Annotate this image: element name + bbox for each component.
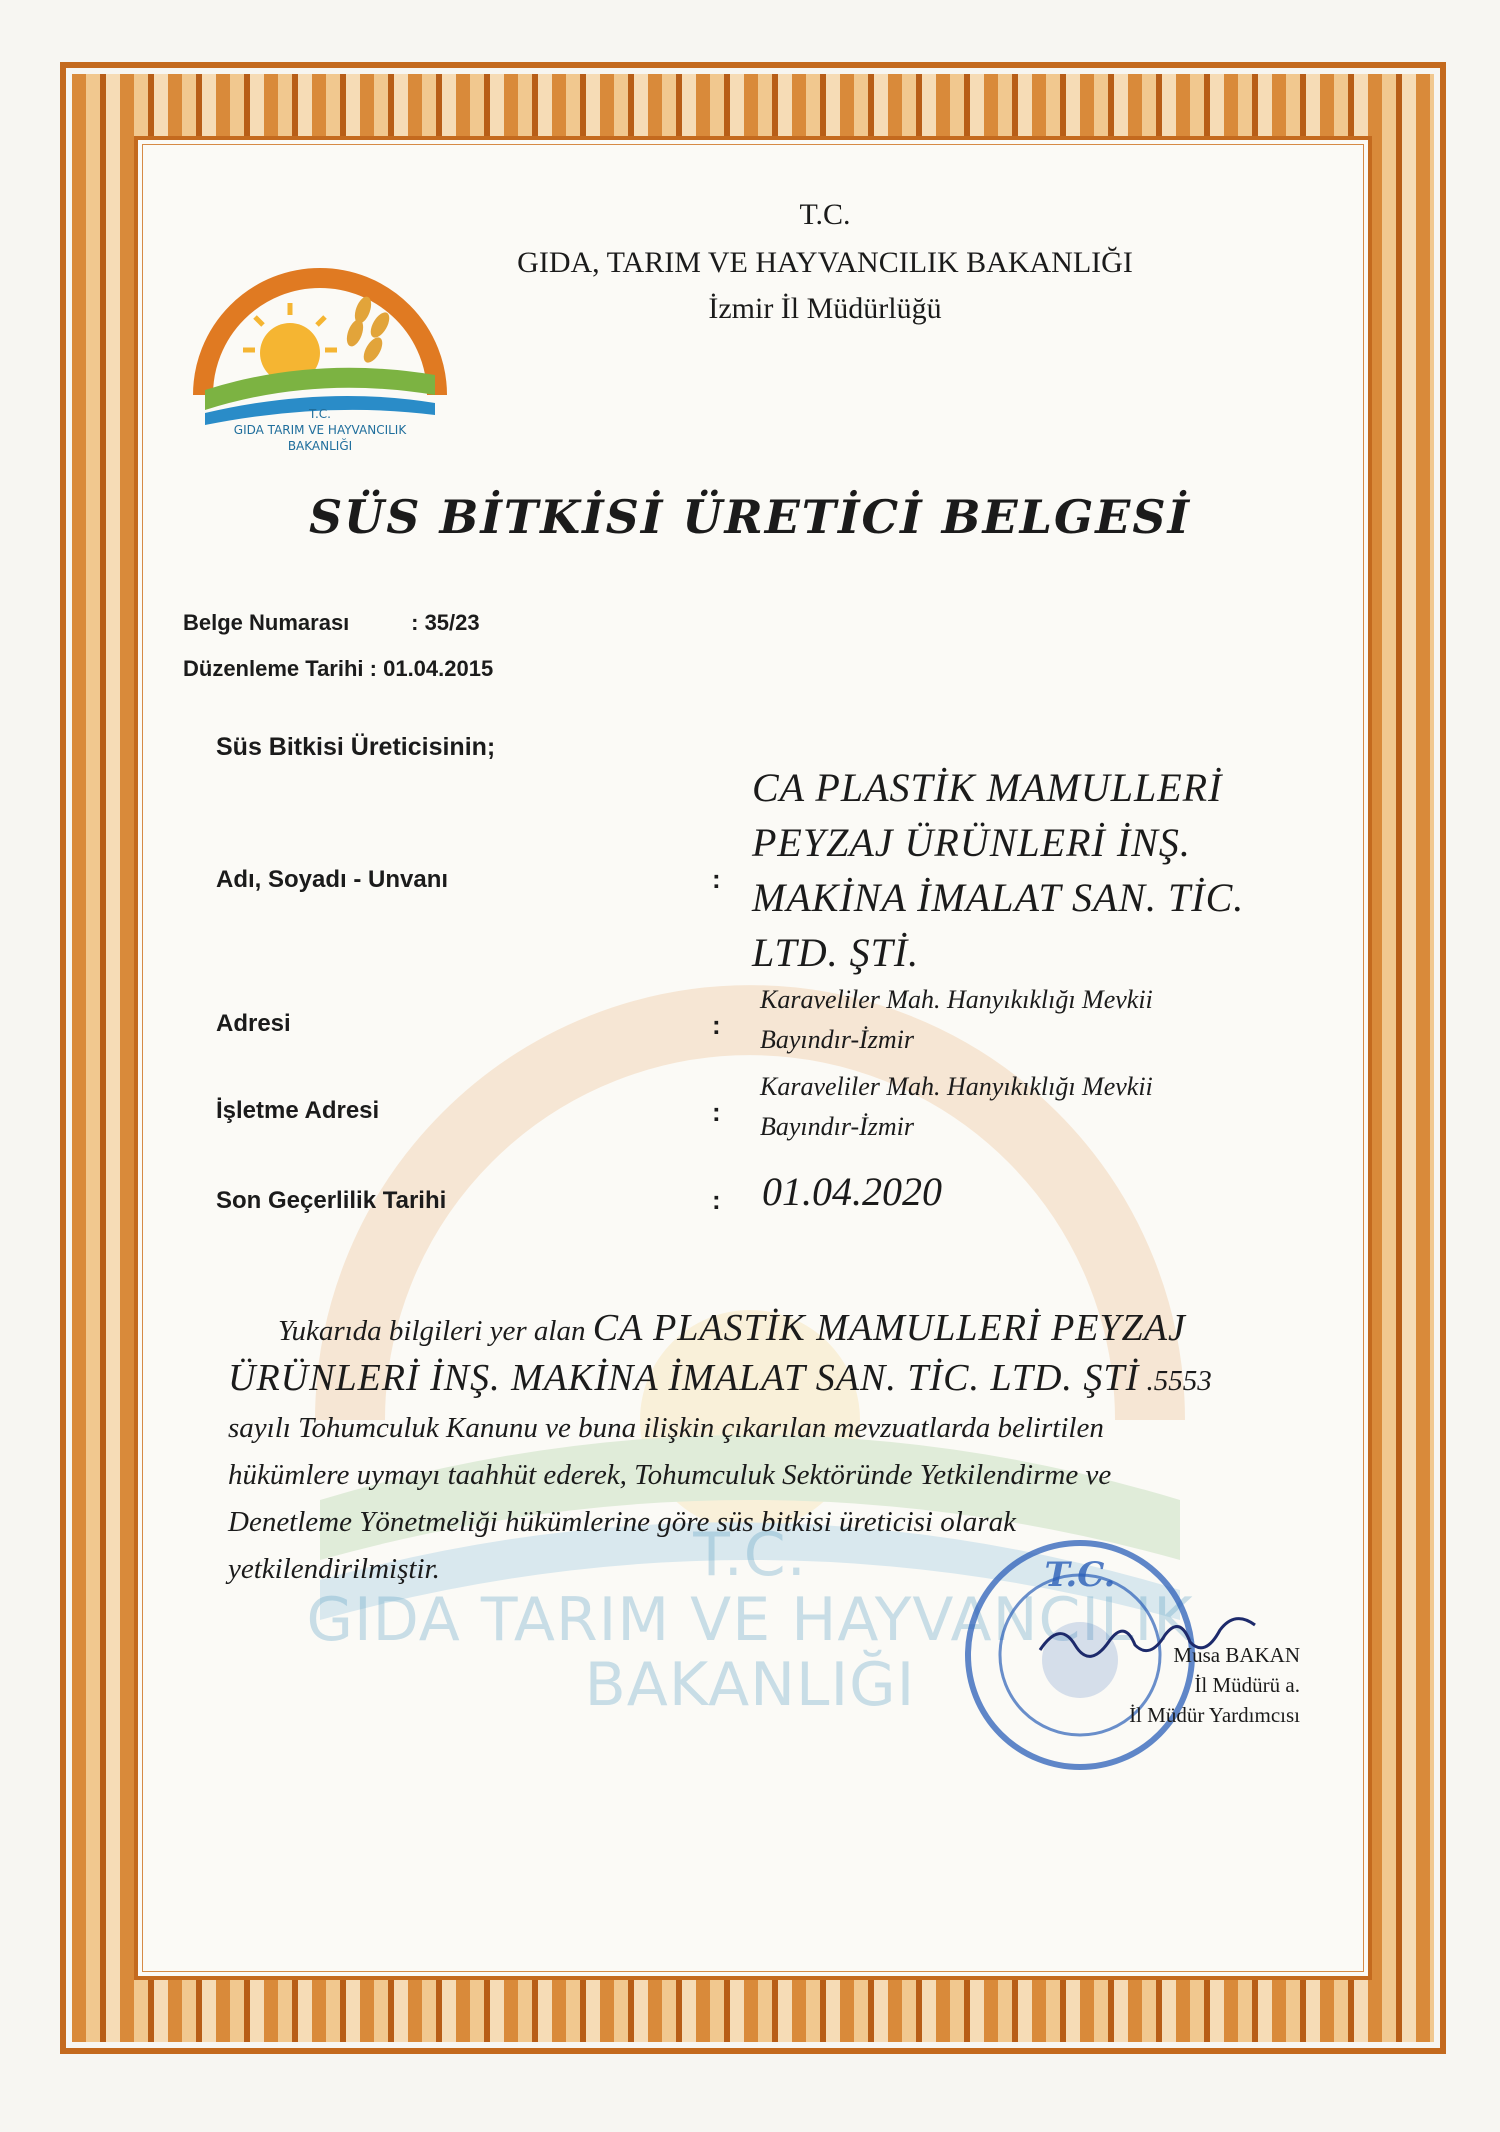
operating-address-line1: Karaveliler Mah. Hanyıkıklığı Mevkii (760, 1072, 1153, 1101)
operating-address-value (760, 1067, 1320, 1147)
paragraph-line1 (228, 1305, 1348, 1355)
logo-caption-line1: T.C. (309, 407, 331, 421)
document-number-label: Belge Numarası (183, 610, 350, 635)
expiry-colon: : (712, 1185, 721, 1215)
document-number-row (183, 610, 480, 636)
header-ministry: GIDA, TARIM VE HAYVANCILIK BAKANLIĞI (517, 246, 1133, 279)
signatory-block (1000, 1640, 1300, 1730)
company-name-value (752, 760, 1312, 980)
watermark-text-line1: T.C. (693, 1520, 807, 1590)
address-colon: : (712, 1010, 721, 1040)
company-name-line2: PEYZAJ ÜRÜNLERİ İNŞ. (752, 820, 1191, 865)
watermark-text-line2: GIDA TARIM VE HAYVANCILIK (306, 1585, 1194, 1655)
name-label: Adı, Soyadı - Unvanı (216, 866, 449, 893)
company-name-line1: CA PLASTİK MAMULLERİ (752, 765, 1223, 810)
company-name-line4: LTD. ŞTİ. (752, 930, 920, 975)
paragraph-line4: hükümlere uymayı taahhüt ederek, Tohumculuk Sektöründe Yetkilendirme ve (228, 1459, 1112, 1491)
section-heading: Süs Bitkisi Üreticisinin; (216, 733, 496, 761)
paragraph-firm-line2: ÜRÜNLERİ İNŞ. MAKİNA İMALAT SAN. TİC. LTD. ŞTİ (228, 1357, 1140, 1399)
header-tc: T.C. (799, 198, 851, 231)
logo-caption-line3: BAKANLIĞI (287, 439, 353, 454)
watermark-text-line3: BAKANLIĞI (584, 1650, 916, 1720)
name-colon: : (712, 864, 721, 894)
operating-address-line2: Bayındır-İzmir (760, 1112, 915, 1141)
signatory-title1: İl Müdürü a. (1194, 1673, 1300, 1697)
company-name-line3: MAKİNA İMALAT SAN. TİC. (752, 875, 1245, 920)
paragraph-intro: Yukarıda bilgileri yer alan (278, 1315, 586, 1347)
paragraph-line2 (228, 1355, 1348, 1405)
paragraph-line6: yetkilendirilmiştir. (228, 1553, 440, 1585)
issue-date-value: 01.04.2015 (383, 656, 494, 681)
signatory-name: Musa BAKAN (1173, 1643, 1300, 1667)
document-title: SÜS BİTKİSİ ÜRETİCİ BELGESİ (308, 490, 1192, 544)
address-line2: Bayındır-İzmir (760, 1025, 915, 1054)
issue-date-label: Düzenleme Tarihi : (183, 656, 377, 681)
document-number-value: : 35/23 (411, 610, 480, 635)
issue-date-row (183, 656, 493, 682)
operating-address-label: İşletme Adresi (216, 1097, 380, 1124)
address-value (760, 980, 1320, 1060)
expiry-label: Son Geçerlilik Tarihi (216, 1187, 447, 1214)
address-line1: Karaveliler Mah. Hanyıkıklığı Mevkii (760, 985, 1153, 1014)
paragraph-line3: sayılı Tohumculuk Kanunu ve buna ilişkin çıkarılan mevzuatlarda belirtilen (228, 1412, 1104, 1444)
paragraph-firm-line1: CA PLASTİK MAMULLERİ PEYZAJ (592, 1307, 1186, 1349)
paragraph-law-number: .5553 (1146, 1365, 1212, 1397)
stamp-text: T.C. (1044, 1555, 1116, 1595)
logo-caption-line2: GIDA TARIM VE HAYVANCILIK (233, 423, 407, 438)
paragraph-line5: Denetleme Yönetmeliği hükümlerine göre süs bitkisi üreticisi olarak (228, 1506, 1016, 1538)
logo-caption (170, 406, 470, 455)
operating-address-colon: : (712, 1097, 721, 1127)
signatory-title2: İl Müdür Yardımcısı (1129, 1703, 1300, 1727)
address-label: Adresi (216, 1010, 291, 1037)
header-directorate: İzmir İl Müdürlüğü (708, 292, 942, 325)
expiry-date-value: 01.04.2020 (762, 1169, 942, 1214)
